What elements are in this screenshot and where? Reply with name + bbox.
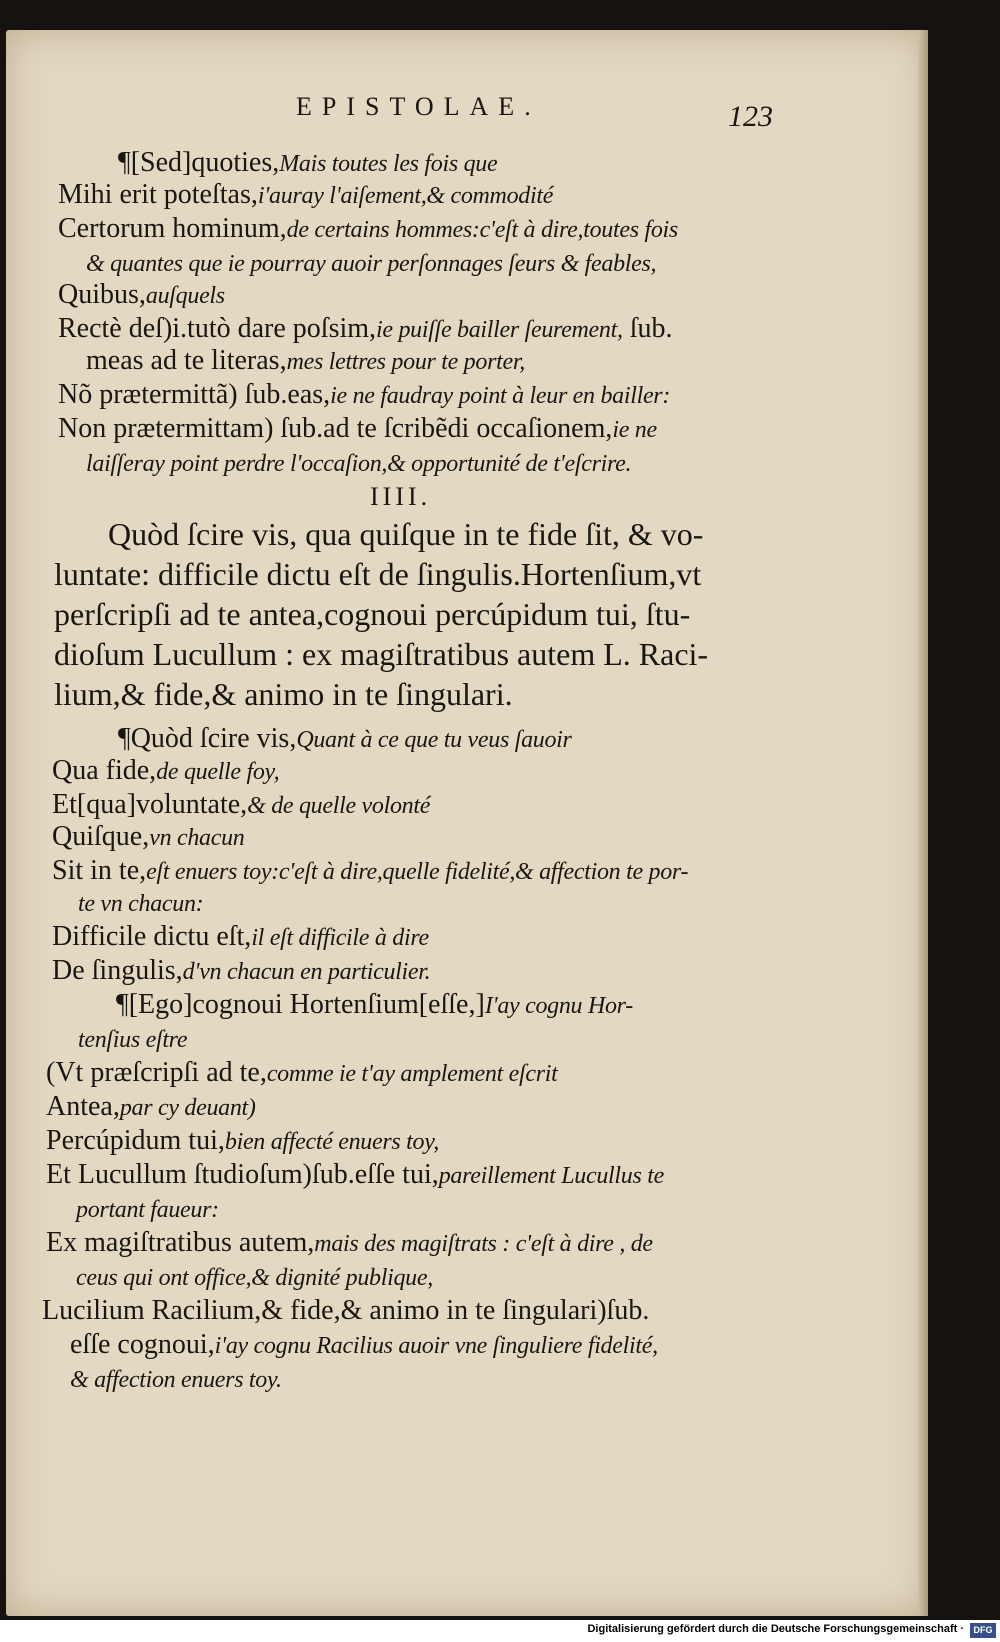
paragraph-line: Quòd ſcire vis, qua quiſque in te fide ſit, & vo- [108,516,704,552]
gloss-line: meas ad te literas,mes lettres pour te porter, [86,345,525,376]
gloss-line: tenſius eſtre [78,1027,188,1053]
gloss-line: Lucilium Racilium,& fide,& animo in te ſingulari)ſub. [42,1295,650,1326]
footer-bar [0,1620,1000,1642]
page-text [6,30,928,1616]
gloss-line: Quibus,auſquels [58,279,225,310]
book-page [6,30,928,1616]
section-number: IIII. [370,482,432,511]
gloss-line: Sit in te,eſt enuers toy:c'eſt à dire,quelle fidelité,& affection te por- [52,855,689,886]
gloss-line: Non prætermittam) ſub.ad te ſcribẽdi occaſionem,ie ne [58,413,657,444]
gloss-line: te vn chacun: [78,891,204,917]
gloss-line: Rectè deſ)i.tutò dare poſsim,ie puiſſe bailler ſeurement, ſub. [58,313,673,344]
gloss-line: portant faueur: [76,1197,219,1223]
gloss-line: Qua fide,de quelle foy, [52,755,280,786]
page-number: 123 [728,100,773,133]
gloss-line: Mihi erit poteſtas,i'auray l'aiſement,& commodité [58,179,554,210]
gloss-line: De ſingulis,d'vn chacun en particulier. [52,955,431,986]
gloss-line: eſſe cognoui,i'ay cognu Racilius auoir vne ſinguliere fidelité, [70,1329,658,1360]
gloss-line: ¶[Ego]cognoui Hortenſium[eſſe,]I'ay cognu Hor- [116,989,633,1020]
gloss-line: Antea,par cy deuant) [46,1091,256,1122]
gloss-line: Percúpidum tui,bien affecté enuers toy, [46,1125,439,1156]
gloss-line: & affection enuers toy. [70,1367,282,1393]
gloss-line: Nõ prætermittã) ſub.eas,ie ne faudray point à leur en bailler: [58,379,671,410]
dfg-logo: DFG [970,1623,996,1638]
gloss-line: Et[qua]voluntate,& de quelle volonté [52,789,431,820]
paragraph-line: luntate: difficile dictu eſt de ſingulis.Hortenſium,vt [54,556,702,592]
funding-credit: Digitalisierung gefördert durch die Deutsche Forschungsgemeinschaft · [587,1623,964,1635]
gloss-line: Ex magiſtratibus autem,mais des magiſtrats : c'eſt à dire , de [46,1227,653,1258]
paragraph-line: lium,& fide,& animo in te ſingulari. [54,676,513,712]
gloss-line: (Vt præſcripſi ad te,comme ie t'ay amplement eſcrit [46,1057,558,1088]
gloss-line: laiſſeray point perdre l'occaſion,& opportunité de t'eſcrire. [86,451,632,477]
paragraph-line: perſcripſi ad te antea,cognoui percúpidum tui, ſtu- [54,596,691,632]
gloss-line: Et Lucullum ſtudioſum)ſub.eſſe tui,pareillement Lucullus te [46,1159,664,1190]
gloss-line: ceus qui ont office,& dignité publique, [76,1265,433,1291]
gloss-line: Certorum hominum,de certains hommes:c'eſt à dire,toutes fois [58,213,678,244]
gloss-line: Difficile dictu eſt,il eſt difficile à dire [52,921,429,952]
paragraph-line: dioſum Lucullum : ex magiſtratibus autem L. Raci- [54,636,709,672]
running-head: EPISTOLAE. [296,92,541,121]
gloss-line: Quiſque,vn chacun [52,821,245,852]
gloss-line: ¶Quòd ſcire vis,Quant à ce que tu veus ſauoir [118,723,572,754]
gloss-line: & quantes que ie pourray auoir perſonnages ſeurs & feables, [86,251,657,277]
gloss-line: ¶[Sed]quoties,Mais toutes les fois que [118,147,498,178]
